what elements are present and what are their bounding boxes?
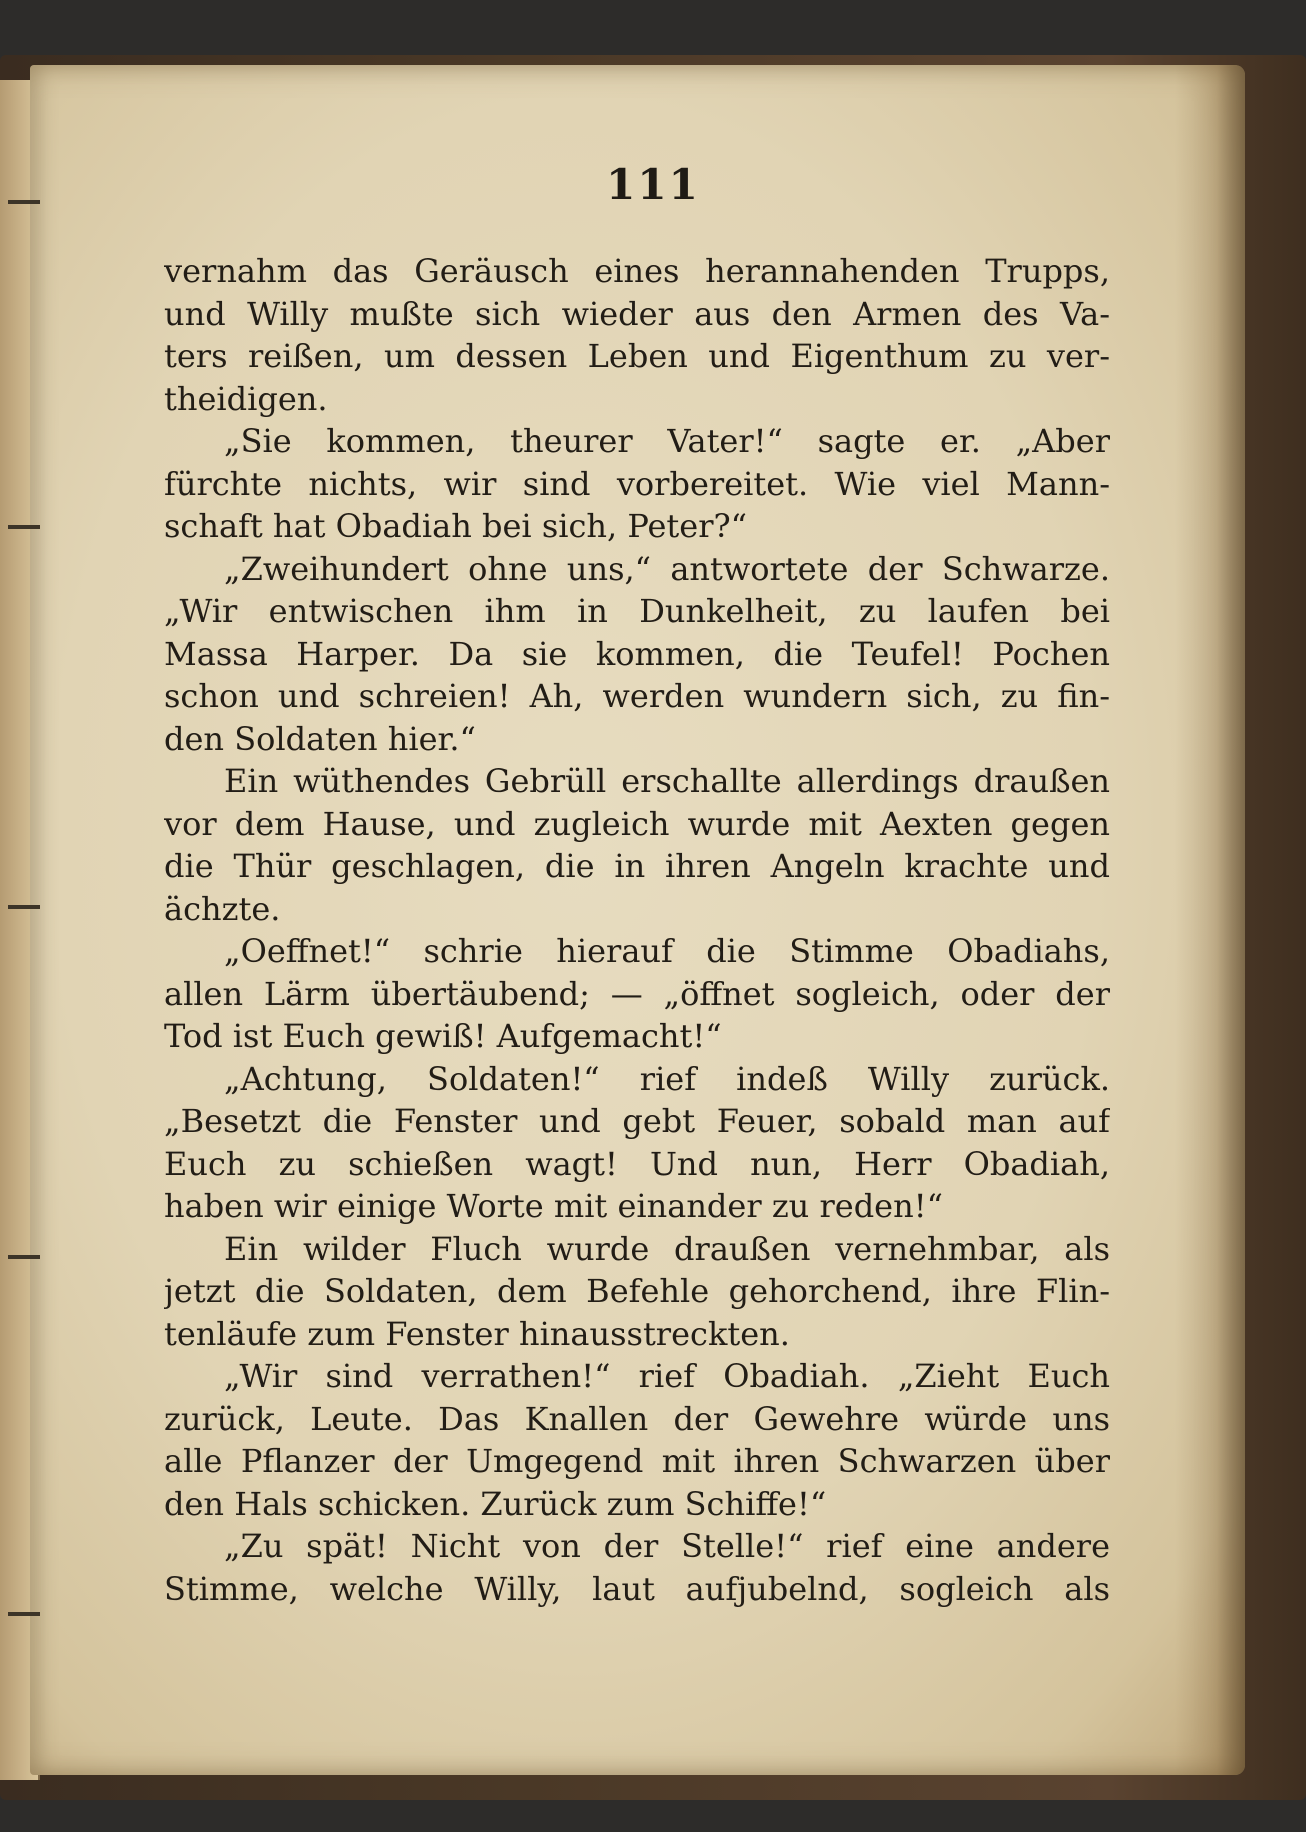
text-line: Ein wilder Fluch wurde draußen vernehmbar, als <box>224 1229 1110 1268</box>
text-line: Ein wüthendes Gebrüll erschallte allerdings draußen <box>224 762 1110 800</box>
text-line: schaft hat Obadiah bei sich, Peter?“ <box>164 507 747 545</box>
body-text <box>164 250 1110 1610</box>
text-line: „Zweihundert ohne uns,“ antwortete der Schwarze. <box>224 549 1110 588</box>
text-line: den Hals schicken. Zurück zum Schiffe!“ <box>164 1484 827 1523</box>
text-line: jetzt die Soldaten, dem Befehle gehorchend, ihre Flin- <box>164 1272 1110 1310</box>
text-line: „Achtung, Soldaten!“ rief indeß Willy zurück. <box>224 1059 1110 1098</box>
text-line: Euch zu schießen wagt! Und nun, Herr Obadiah, <box>164 1144 1110 1183</box>
text-line: Massa Harper. Da sie kommen, die Teufel! Pochen <box>164 634 1110 673</box>
text-line: schon und schreien! Ah, werden wundern sich, zu fin- <box>164 677 1110 715</box>
text-line: „Sie kommen, theurer Vater!“ sagte er. „Aber <box>224 422 1110 460</box>
text-line: „Wir sind verrathen!“ rief Obadiah. „Zieht Euch <box>224 1357 1110 1395</box>
text-line: Tod ist Euch gewiß! Aufgemacht!“ <box>164 1017 722 1055</box>
text-line: Stimme, welche Willy, laut aufjubelnd, sogleich als <box>164 1569 1110 1608</box>
text-line: alle Pflanzer der Umgegend mit ihren Schwarzen über <box>164 1442 1110 1480</box>
text-line: ters reißen, um dessen Leben und Eigenthum zu ver- <box>164 337 1110 375</box>
text-line: „Zu spät! Nicht von der Stelle!“ rief eine andere <box>224 1527 1110 1565</box>
text-line: zurück, Leute. Das Knallen der Gewehre würde uns <box>164 1399 1110 1438</box>
text-line: und Willy mußte sich wieder aus den Armen des Va- <box>164 294 1110 333</box>
text-line: „Oeffnet!“ schrie hierauf die Stimme Obadiahs, <box>224 932 1110 970</box>
text-line: ächzte. <box>164 889 281 928</box>
text-line: fürchte nichts, wir sind vorbereitet. Wie viel Mann- <box>164 464 1110 503</box>
text-line: vernahm das Geräusch eines herannahenden Trupps, <box>164 252 1110 290</box>
text-line: tenläufe zum Fenster hinausstreckten. <box>164 1314 790 1353</box>
text-line: theidigen. <box>164 379 328 418</box>
text-line: vor dem Hause, und zugleich wurde mit Aexten gegen <box>164 804 1110 843</box>
page-edge-shadow <box>1175 65 1245 1775</box>
page-number: 111 <box>606 160 700 209</box>
text-line: haben wir einige Worte mit einander zu reden!“ <box>164 1187 943 1225</box>
text-line: den Soldaten hier.“ <box>164 719 476 758</box>
text-line: die Thür geschlagen, die in ihren Angeln krachte und <box>164 847 1110 885</box>
text-line: „Besetzt die Fenster und gebt Feuer, sobald man auf <box>164 1102 1110 1140</box>
text-line: „Wir entwischen ihm in Dunkelheit, zu laufen bei <box>164 592 1110 630</box>
text-line: allen Lärm übertäubend; — „öffnet sogleich, oder der <box>164 974 1110 1013</box>
